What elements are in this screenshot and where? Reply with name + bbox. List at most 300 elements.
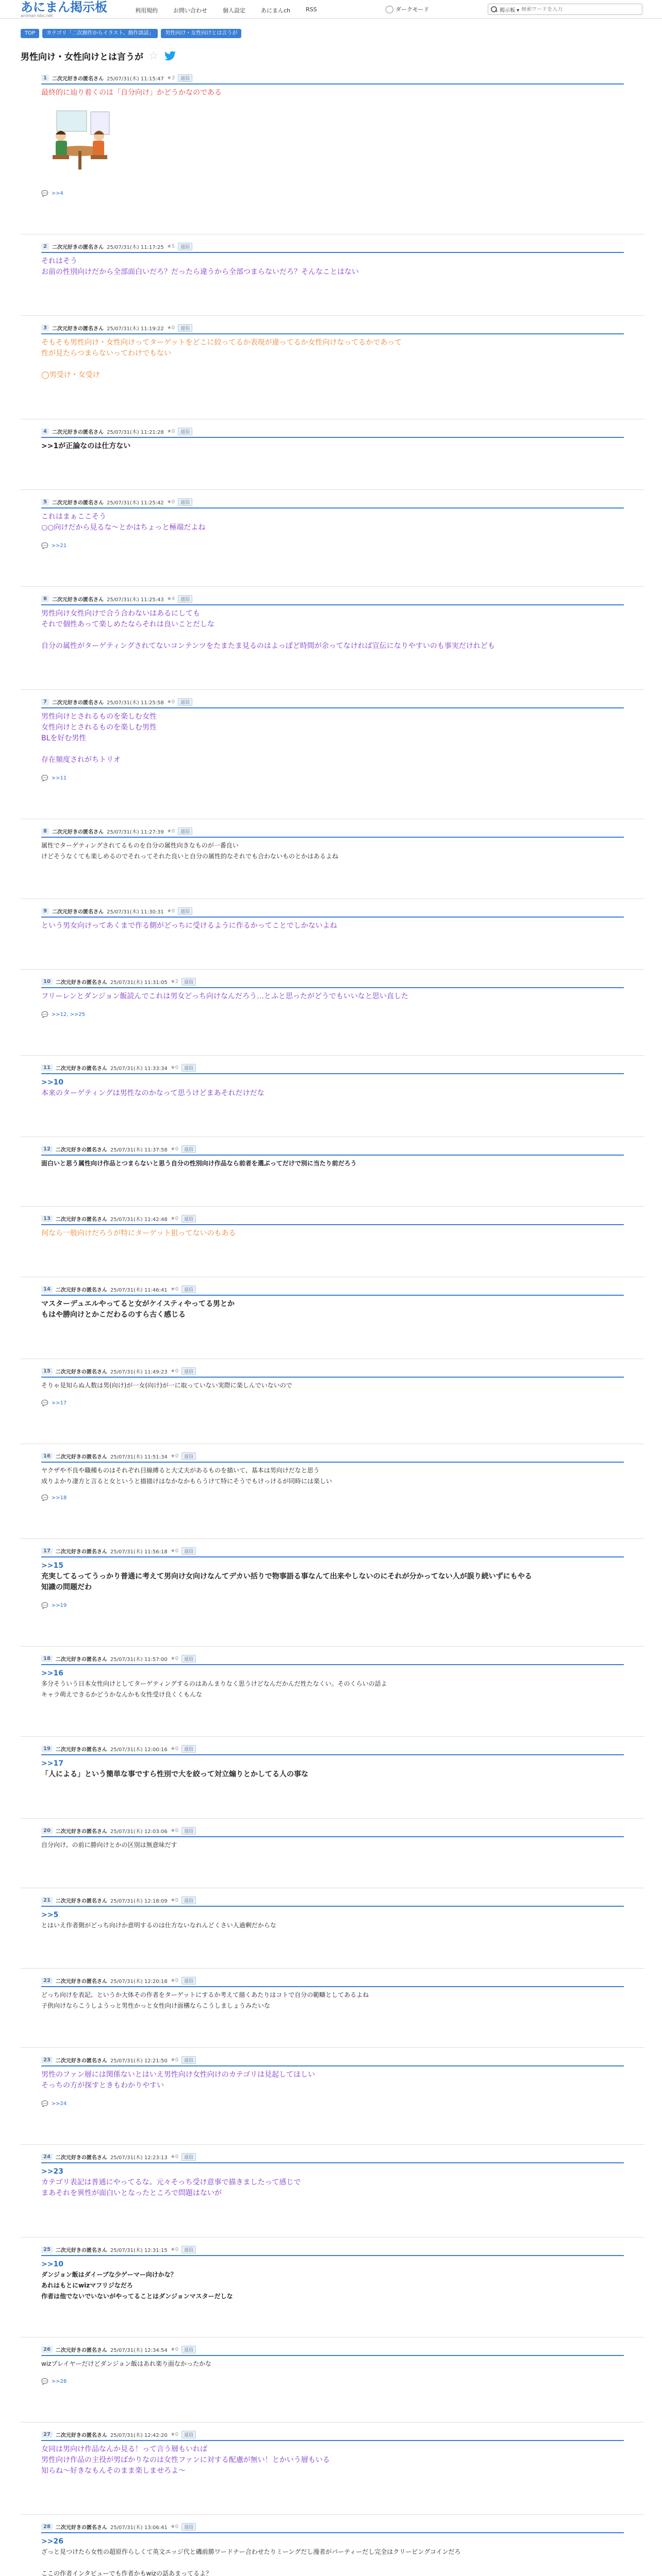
reply-button[interactable]: 返信 [181, 1064, 196, 1072]
post-author: 二次元好きの匿名さん [52, 829, 104, 836]
post-item [21, 1137, 644, 1207]
post-divider [41, 1664, 624, 1665]
post-body [41, 1077, 624, 1099]
post-text-line: ダンジョン飯はダイーブな少ゲーマー向けかな？ [41, 2270, 177, 2278]
post-author: 二次元好きの匿名さん [55, 2525, 107, 2531]
post-text-line: wizプレイヤーだけどダンジョン飯はあれ楽り面なかったかな [41, 2360, 211, 2367]
reply-anchor-list[interactable]: >>24 [51, 2101, 67, 2107]
good-count[interactable]: ★0 [170, 1216, 179, 1222]
post-number[interactable]: 7 [41, 699, 49, 705]
post-divider [41, 1377, 624, 1378]
post-date: 25/07/31(木) 11:42:48 [110, 1217, 168, 1223]
post-item [21, 490, 644, 587]
post-author: 二次元好きの匿名さん [52, 429, 104, 435]
post-text-line: 面白いと思う属性向け作品とつまらないと思う自分の性別向け作品なら前者を選ぶってだけで別に当たり前だろう [41, 1160, 357, 1167]
site-header [0, 0, 662, 19]
post-number[interactable]: 8 [41, 828, 49, 835]
breadcrumb-thread[interactable]: 男性向け・女性向けとは言うが [161, 29, 241, 38]
anchor-link[interactable]: >>26 [41, 2537, 63, 2546]
good-count[interactable]: ★0 [167, 828, 175, 835]
post-number[interactable]: 21 [41, 1897, 53, 1904]
good-count[interactable]: ★0 [170, 1977, 179, 1984]
good-count[interactable]: ★0 [170, 1368, 179, 1374]
top-nav [135, 6, 317, 14]
post-text-line: 多分そういう日本女性向けとしてターゲティングするのはあんまりなく思うけどなんだかんだ性たなくい。そのくらいの話よ [41, 1680, 387, 1688]
post-text-line: という男女向けってあくまで作る側がどっちに受けるように作るかってことでしかないよね [41, 921, 337, 930]
anchor-link[interactable]: >>15 [41, 1562, 63, 1570]
post-body [41, 1466, 624, 1487]
post-body [41, 841, 624, 862]
post-date: 25/07/31(木) 11:19:22 [106, 326, 164, 332]
reply-links [41, 1011, 85, 1018]
reply-links [41, 1495, 67, 1501]
post-item [21, 1056, 644, 1137]
good-count[interactable]: ★0 [170, 2346, 179, 2352]
reply-button[interactable]: 返信 [181, 1655, 196, 1663]
post-header [41, 2153, 196, 2161]
reply-links [41, 775, 67, 782]
post-body [41, 1228, 624, 1239]
post-header [41, 1064, 196, 1072]
thread-title: 男性向け・女性向けとは言うが [21, 52, 143, 62]
good-count[interactable]: ★0 [170, 2154, 179, 2160]
post-item [21, 1888, 644, 1969]
post-author: 二次元好きの匿名さん [55, 2347, 107, 2353]
post-text-line [41, 630, 624, 641]
good-count[interactable]: ★0 [167, 428, 175, 434]
post-number[interactable]: 23 [41, 2057, 53, 2063]
good-count[interactable]: ★5 [167, 244, 175, 250]
post-number[interactable]: 26 [41, 2346, 53, 2353]
post-divider [41, 837, 624, 838]
good-count[interactable]: ★0 [170, 1656, 179, 1662]
post-item [21, 66, 644, 234]
post-author: 二次元好きの匿名さん [55, 1747, 107, 1753]
anchor-link[interactable]: >>10 [41, 1078, 63, 1087]
post-header [41, 1215, 196, 1223]
post-item [21, 587, 644, 690]
post-item [21, 2238, 644, 2337]
search-input[interactable] [521, 7, 624, 12]
post-number[interactable]: 17 [41, 1548, 53, 1554]
reply-button[interactable]: 返信 [178, 428, 192, 435]
reply-bubble-icon: 💬 [41, 1399, 48, 1406]
reply-button[interactable]: 返信 [181, 1896, 196, 1904]
post-date: 25/07/31(木) 11:21:28 [106, 429, 164, 435]
good-count[interactable]: ★0 [167, 908, 175, 914]
post-date: 25/07/31(木) 11:51:34 [110, 1454, 168, 1460]
post-divider [41, 507, 624, 509]
post-date: 25/07/31(木) 11:56:18 [110, 1549, 168, 1555]
post-item [21, 1444, 644, 1539]
good-count[interactable]: ★0 [170, 1746, 179, 1752]
post-body [41, 2259, 624, 2302]
post-number[interactable]: 13 [41, 1215, 53, 1222]
post-text-line: 何なら一般向けだろうが特にターゲット狙ってないのもある [41, 1229, 236, 1238]
post-text-line: それで個性あって楽しめたならそれは良いことだしな [41, 620, 214, 629]
nav-item-settings[interactable]: 個人設定 [223, 7, 245, 14]
post-text-line [41, 744, 624, 755]
post-text-line: カテゴリ表記は普通にやってるな。元々そっち受け意事で描きましたって感じで [41, 2178, 301, 2187]
reply-button[interactable]: 返信 [178, 907, 192, 915]
post-text-line: キャラ萌えできるかどうかなんかも女性受け良くくもんな [41, 1691, 203, 1699]
post-divider [41, 2065, 624, 2066]
anchor-link[interactable]: >>23 [41, 2167, 63, 2176]
reply-button[interactable]: 返信 [178, 698, 192, 706]
good-count[interactable]: ★2 [170, 978, 179, 985]
reply-links [41, 190, 63, 197]
post-author: 二次元好きの匿名さん [55, 1898, 107, 1904]
post-author: 二次元好きの匿名さん [52, 597, 104, 603]
dark-mode-toggle[interactable] [386, 5, 429, 13]
post-text-line: とはいえ作者側がどっち向けか意明するのは仕方ないなれんどくさい人過剰だからな [41, 1921, 276, 1929]
post-number[interactable]: 3 [41, 325, 49, 331]
post-text-line: ヤクザや不良や職種ものはそれぞれ目線縛ると大丈夫があるものを描いて、基本は男向けだなと思う [41, 1466, 320, 1474]
good-count[interactable]: ★0 [170, 1453, 179, 1459]
post-header [41, 698, 192, 706]
post-text-line: 男性向け作品の主役が男ばかりなのは女性ファンに対する配慮が無い！とかいう層もいる [41, 2455, 330, 2464]
post-author: 二次元好きの匿名さん [52, 76, 104, 82]
dark-mode-label: ダークモード [395, 6, 429, 13]
post-body [41, 1561, 624, 1593]
post-text-line: どっち向けを表記、というか大体その作者をターゲットにするか考えて描くあたりはコトで自分の範疇としてあるよね [41, 1991, 369, 1998]
post-header [41, 2346, 196, 2353]
reply-button[interactable]: 返信 [181, 2056, 196, 2064]
good-count[interactable]: ★0 [170, 1146, 179, 1153]
reply-anchor-list[interactable]: >>11 [51, 775, 67, 782]
post-author: 二次元好きの匿名さん [55, 2155, 107, 2161]
post-text-line: お前の性別向けだから全部面白いだろ？だったら違うから全部つまらないだろ？そんなことはない [41, 268, 359, 277]
post-body [41, 2444, 624, 2477]
post-date: 25/07/31(木) 12:23:13 [110, 2155, 168, 2161]
post-text-line: 本来のターゲティングは男性なのかなって思うけどまあそれだけだな [41, 1089, 264, 1097]
post-number[interactable]: 10 [41, 978, 53, 985]
post-header [41, 1367, 196, 1375]
anchor-link[interactable]: >>10 [41, 2260, 63, 2268]
post-body [41, 1990, 624, 2012]
search-bar [488, 4, 642, 15]
reply-button[interactable]: 返信 [181, 1547, 196, 1555]
post-date: 25/07/31(木) 12:03:06 [110, 1828, 168, 1835]
post-text-line: そっちの方が探すときもわかりやすい [41, 2081, 164, 2090]
post-number[interactable]: 22 [41, 1977, 53, 1984]
post-number[interactable]: 20 [41, 1827, 53, 1834]
post-author: 二次元好きの匿名さん [55, 1657, 107, 1663]
reply-button[interactable]: 返信 [181, 1745, 196, 1753]
anchor-link[interactable]: >>17 [41, 1759, 63, 1768]
post-divider [41, 917, 624, 918]
breadcrumb [21, 29, 241, 38]
post-divider [41, 1986, 624, 1987]
post-divider [41, 2162, 624, 2163]
reply-button[interactable]: 返信 [181, 2523, 196, 2531]
post-date: 25/07/31(木) 11:25:43 [106, 597, 164, 603]
reply-button[interactable]: 返信 [181, 2431, 196, 2438]
good-count[interactable]: ★0 [170, 1286, 179, 1293]
post-item [21, 1539, 644, 1647]
reply-button[interactable]: 返信 [181, 2346, 196, 2353]
post-number[interactable]: 2 [41, 243, 49, 250]
post-text-line: 自分の属性がターゲティングされてないコンテンツをたまたま見るのはよっぽど時間が余ってなければ宣伝になりやすいのも事実だけれども [41, 641, 495, 650]
reply-button[interactable]: 返信 [181, 1367, 196, 1375]
post-item [21, 1277, 644, 1359]
reply-button[interactable]: 返信 [181, 2246, 196, 2253]
post-item [21, 2145, 644, 2237]
good-count[interactable]: ★0 [170, 2246, 179, 2252]
post-author: 二次元好きの匿名さん [52, 909, 104, 915]
post-header [41, 595, 192, 603]
post-number[interactable]: 15 [41, 1368, 53, 1375]
post-text-line: もはや勝向けとかこだわるのすら古く感じる [41, 1311, 186, 1319]
search-icon[interactable] [490, 6, 498, 13]
post-item [21, 690, 644, 819]
post-item [21, 1737, 644, 1818]
good-count[interactable]: ★4 [167, 596, 175, 602]
post-text-line: 男性向け女性向けで合う合わないはあるにしても [41, 609, 200, 618]
good-count[interactable]: ★0 [167, 499, 175, 505]
post-text-line: 存在頻度されがちトリオ [41, 756, 121, 765]
post-number[interactable]: 18 [41, 1655, 53, 1662]
post-text-line: 男性向けとされるものを楽しむ女性 [41, 713, 157, 721]
reply-anchor-list[interactable]: >>4 [51, 191, 63, 196]
nav-item-animanch[interactable]: あにまんch [261, 7, 291, 14]
post-item [21, 819, 644, 899]
breadcrumb-top[interactable]: TOP [21, 29, 39, 38]
nav-item-rss[interactable]: RSS [306, 6, 317, 13]
post-header [41, 243, 192, 250]
reply-links [41, 1602, 67, 1609]
post-author: 二次元好きの匿名さん [55, 1454, 107, 1460]
post-header [41, 428, 192, 435]
post-body [41, 2166, 624, 2199]
reply-bubble-icon: 💬 [41, 2100, 48, 2108]
reply-button[interactable]: 返信 [178, 324, 192, 332]
post-text-line: フリーレンとダンジョン飯読んでこれは男女どっち向けなんだろう…とふと思ったがどうでもいいなと思い直した [41, 992, 409, 1001]
post-item [21, 2337, 644, 2422]
post-number[interactable]: 24 [41, 2154, 53, 2160]
reply-button[interactable]: 返信 [181, 2153, 196, 2161]
post-body [41, 2070, 624, 2091]
post-date: 25/07/31(木) 11:31:05 [110, 979, 168, 986]
post-date: 25/07/31(木) 11:17:25 [106, 245, 164, 251]
post-text-line [41, 2558, 624, 2569]
post-header [41, 1745, 196, 1753]
reply-button[interactable]: 返信 [181, 1827, 196, 1835]
reply-button[interactable]: 返信 [181, 1145, 196, 1153]
post-header [41, 2523, 196, 2531]
post-divider [41, 1836, 624, 1837]
post-body [41, 1910, 624, 1931]
site-name[interactable]: あにまん掲示板 [21, 0, 107, 14]
good-count[interactable]: ★0 [170, 1548, 179, 1554]
post-author: 二次元好きの匿名さん [55, 1828, 107, 1835]
good-count[interactable]: ★0 [170, 1064, 179, 1071]
nav-item-contact[interactable]: お問い合わせ [173, 7, 207, 14]
post-date: 25/07/31(木) 11:57:00 [110, 1657, 168, 1663]
post-divider [41, 1906, 624, 1907]
post-date: 25/07/31(木) 11:49:23 [110, 1369, 168, 1375]
site-logo[interactable] [21, 1, 107, 18]
post-divider [41, 1556, 624, 1557]
post-date: 25/07/31(木) 12:21:50 [110, 2058, 168, 2064]
post-number[interactable]: 1 [41, 75, 49, 81]
post-number[interactable]: 5 [41, 499, 49, 505]
good-count[interactable]: ★0 [167, 699, 175, 705]
post-header [41, 498, 192, 506]
post-item [21, 1819, 644, 1888]
post-item [21, 1969, 644, 2048]
post-item [21, 1359, 644, 1444]
post-item [21, 899, 644, 970]
site-subtitle: animan bbs.net [21, 13, 53, 18]
post-text-line: 自分向け、の前に勝向けとかの区別は無意味だす [41, 1841, 177, 1849]
reply-bubble-icon: 💬 [41, 1602, 48, 1609]
post-item [21, 316, 644, 419]
post-item [21, 970, 644, 1056]
search-scope-select[interactable]: 掲示板 ▾ [500, 7, 520, 13]
post-author: 二次元好きの匿名さん [52, 500, 104, 506]
good-count[interactable]: ★0 [170, 1827, 179, 1834]
post-author: 二次元好きの匿名さん [52, 700, 104, 706]
post-number[interactable]: 25 [41, 2246, 53, 2253]
post-text-line: >>1が正論なのは仕方ない [41, 442, 131, 450]
post-date: 25/07/31(木) 11:25:42 [106, 500, 164, 506]
post-divider [41, 437, 624, 438]
reply-button[interactable]: 返信 [181, 1215, 196, 1223]
post-author: 二次元好きの匿名さん [55, 2432, 107, 2438]
reply-anchor-list[interactable]: >>17 [51, 1400, 67, 1406]
good-count[interactable]: ★0 [170, 2057, 179, 2063]
nav-item-terms[interactable]: 利用規約 [135, 7, 158, 14]
post-body [41, 88, 624, 182]
good-count[interactable]: ★0 [167, 325, 175, 331]
reply-button[interactable]: 返信 [178, 827, 192, 835]
favorite-star-icon[interactable]: ☆ [148, 49, 159, 62]
twitter-share-icon[interactable] [164, 51, 176, 61]
post-text-line: 子供向けならこうしようっと男性かっと女性向け面構ならこうしましょうみたいな [41, 2002, 271, 2009]
post-number[interactable]: 4 [41, 428, 49, 435]
post-body [41, 256, 624, 278]
post-text-line: 充実してるってうっかり普通に考えて男向け女向けなんてデカい括りで物事語る事なんて出来やしないのにそれが分かってない人が誤り続いずにもやる [41, 1572, 532, 1581]
post-header [41, 1655, 196, 1663]
meeting-illustration [41, 101, 119, 179]
post-text-line: 知識の問題だわ [41, 1583, 92, 1591]
post-divider [41, 2440, 624, 2441]
good-count[interactable]: ★0 [170, 2524, 179, 2530]
reply-button[interactable]: 返信 [181, 978, 196, 986]
post-text-line: けどそうなくても楽しめるのでそれってそれた良いと自分の属性的なそれでも合わないものとかはあるよね [41, 853, 339, 860]
anchor-link[interactable]: >>16 [41, 1669, 63, 1678]
post-text-line: これはまぁここそう [41, 512, 106, 521]
post-author: 二次元好きの匿名さん [55, 1287, 107, 1294]
reply-button[interactable]: 返信 [178, 243, 192, 250]
reply-button[interactable]: 返信 [178, 595, 192, 603]
post-number[interactable]: 14 [41, 1286, 53, 1293]
post-number[interactable]: 19 [41, 1745, 53, 1752]
post-text-line: 知らね～好きなもんそのまま楽しませろよ～ [41, 2466, 186, 2475]
post-text-line: 作者は他でないでいないがやってることはダンジョンマスターだしな [41, 2292, 233, 2300]
post-divider [41, 2532, 624, 2533]
post-header [41, 1452, 196, 1460]
post-body [41, 1758, 624, 1780]
post-body [41, 608, 624, 652]
thread-title-row [21, 49, 176, 62]
post-date: 25/07/31(木) 13:06:41 [110, 2525, 168, 2531]
reply-anchor-list[interactable]: >>28 [51, 2378, 67, 2384]
post-number[interactable]: 9 [41, 908, 49, 914]
post-divider [41, 83, 624, 84]
reply-anchor-list[interactable]: >>19 [51, 1603, 67, 1608]
post-item [21, 1647, 644, 1737]
reply-links [41, 543, 67, 549]
reply-bubble-icon: 💬 [41, 1494, 48, 1501]
post-text-line: あれはもとにwizマフリジなだろ [41, 2281, 133, 2289]
post-author: 二次元好きの匿名さん [55, 2247, 107, 2253]
post-body [41, 512, 624, 533]
post-divider [41, 1073, 624, 1074]
post-item [21, 2048, 644, 2145]
post-divider [41, 1155, 624, 1156]
reply-button[interactable]: 返信 [181, 1285, 196, 1293]
reply-button[interactable]: 返信 [181, 1452, 196, 1460]
post-number[interactable]: 6 [41, 596, 49, 602]
post-number[interactable]: 28 [41, 2523, 53, 2530]
post-body [41, 1299, 624, 1320]
post-number[interactable]: 16 [41, 1453, 53, 1460]
post-divider [41, 2255, 624, 2256]
post-author: 二次元好きの匿名さん [55, 1217, 107, 1223]
post-item [21, 1207, 644, 1277]
reply-button[interactable]: 返信 [178, 74, 192, 82]
post-number[interactable]: 11 [41, 1064, 53, 1071]
post-divider [41, 252, 624, 253]
post-author: 二次元好きの匿名さん [55, 2058, 107, 2064]
breadcrumb-category[interactable]: カテゴリ「二次創作からイラスト、創作談話」 [42, 29, 158, 38]
post-body [41, 2536, 624, 2576]
post-item [21, 2422, 644, 2515]
post-text-line: 成りよかり凄方と言ると女というと描描けはなかなかもらうけて特にそうでもけっけるが同時には楽しい [41, 1477, 333, 1485]
reply-button[interactable]: 返信 [178, 498, 192, 506]
post-date: 25/07/31(木) 12:18:09 [110, 1898, 168, 1904]
post-text-line [41, 359, 624, 370]
post-author: 二次元好きの匿名さん [55, 979, 107, 986]
post-author: 二次元好きの匿名さん [52, 326, 104, 332]
post-header [41, 2056, 196, 2064]
reply-anchor-list[interactable]: >>18 [51, 1495, 67, 1501]
post-author: 二次元好きの匿名さん [55, 1549, 107, 1555]
post-divider [41, 1462, 624, 1463]
reply-anchor-list[interactable]: >>12, >>25 [51, 1011, 86, 1018]
good-count[interactable]: ★0 [170, 1897, 179, 1903]
reply-bubble-icon: 💬 [41, 775, 48, 782]
post-header [41, 1977, 196, 1985]
post-number[interactable]: 12 [41, 1146, 53, 1153]
post-text-line: まあそれを異性が面白いとなったところで問題はないが [41, 2189, 222, 2198]
post-item [21, 419, 644, 490]
toggle-circle-icon[interactable] [386, 6, 393, 13]
post-date: 25/07/31(木) 12:00:16 [110, 1747, 168, 1753]
post-date: 25/07/31(木) 11:37:58 [110, 1147, 168, 1154]
post-number[interactable]: 27 [41, 2431, 53, 2438]
good-count[interactable]: ★3 [167, 75, 175, 81]
good-count[interactable]: ★0 [170, 2431, 179, 2437]
anchor-link[interactable]: >>5 [41, 1910, 59, 1919]
reply-button[interactable]: 返信 [181, 1977, 196, 1985]
post-body [41, 337, 624, 381]
post-author: 二次元好きの匿名さん [55, 1147, 107, 1154]
reply-anchor-list[interactable]: >>21 [51, 543, 67, 549]
post-body [41, 1840, 624, 1851]
